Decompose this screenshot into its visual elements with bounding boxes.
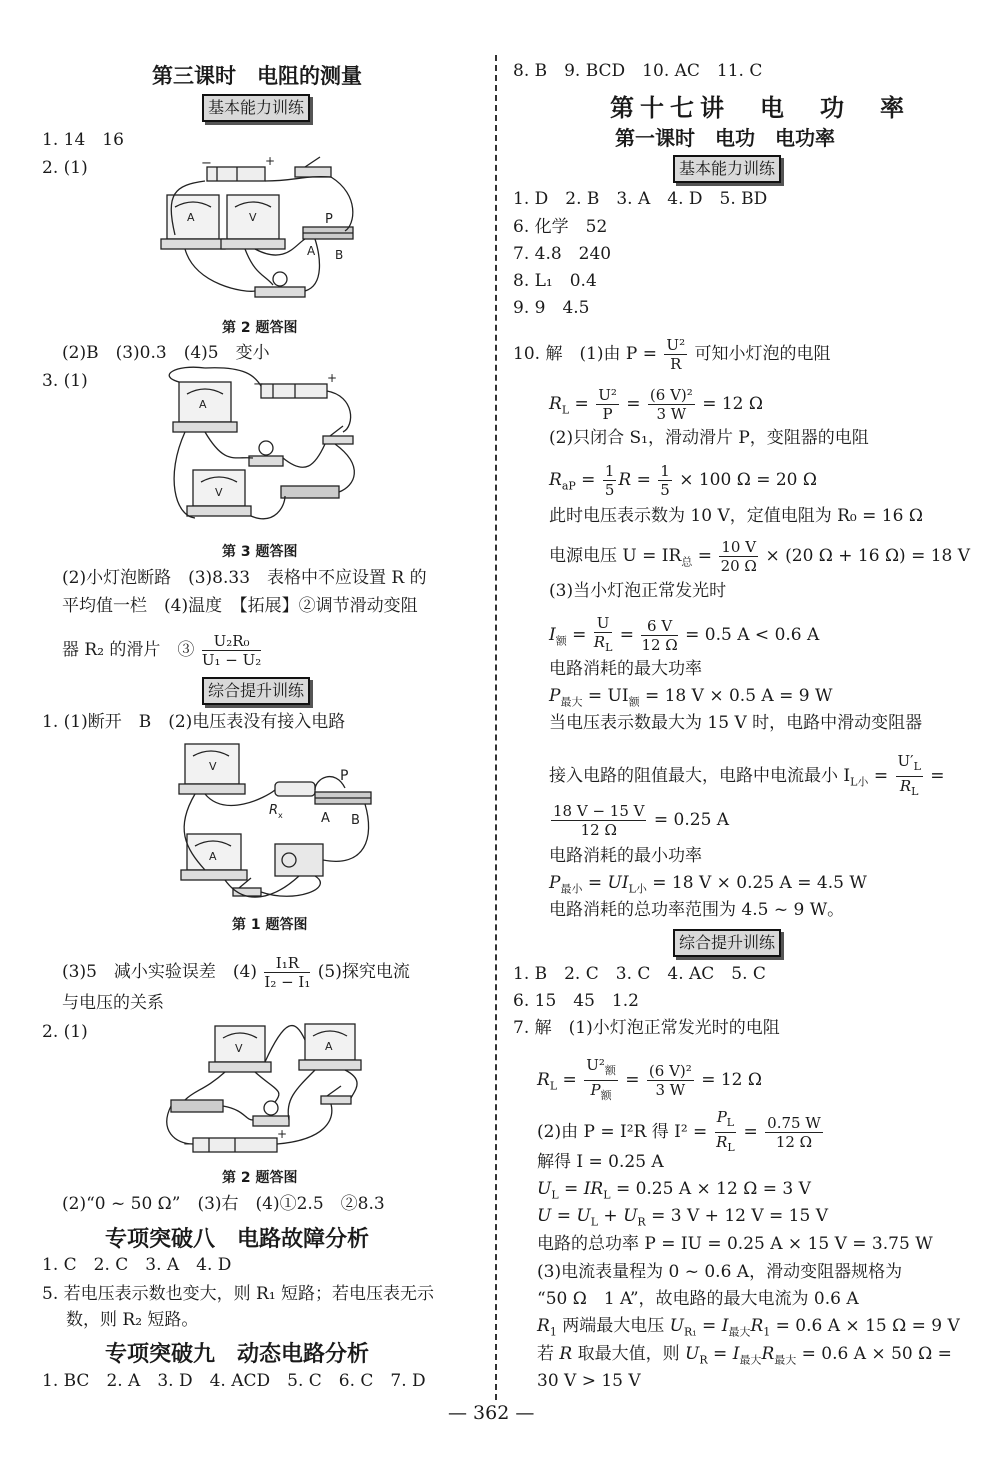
- q10-line16: 电路消耗的总功率范围为 4.5 ~ 9 W。: [549, 900, 845, 920]
- fig2-caption: 第 2 题答图: [222, 320, 298, 336]
- q10-l8-frac2: [641, 617, 677, 654]
- q10-l13-num: 18 V − 15 V: [553, 802, 645, 820]
- column-divider: [495, 55, 497, 1400]
- answer-b2: 2. (1): [42, 158, 88, 178]
- answer-c1-line1: [62, 954, 410, 991]
- b3-line3-text: 器 R₂ 的滑片 ③: [62, 640, 195, 660]
- q10-l8-num2: 6 V: [641, 617, 677, 636]
- answer-a1: 1. D 2. B 3. A 4. D 5. BD: [513, 189, 768, 209]
- q10-l1-text: 10. 解 (1)由 P =: [513, 344, 658, 364]
- q10-line10: $P_{最大} = UI_额 = 18$ V × 0.5 A = 9 W: [549, 686, 833, 709]
- c1-frac-den: I₂ − I₁: [264, 973, 311, 991]
- answer-c1: 1. (1)断开 B (2)电压表没有接入电路: [42, 712, 346, 732]
- q10-l6-frac: [719, 538, 758, 575]
- answer-a7: 7. 4.8 240: [513, 244, 612, 264]
- q10-l8-num1: U: [594, 614, 613, 633]
- svg-text:P: P: [340, 768, 349, 784]
- q10-line13: [549, 802, 729, 839]
- answer-b3-line2: 平均值一栏 (4)温度 【拓展】②调节滑动变阻: [62, 596, 418, 616]
- q10-l1-num: U²: [666, 336, 686, 354]
- q10-l1-den: R: [670, 355, 682, 373]
- fig-c1-caption: 第 1 题答图: [232, 917, 308, 933]
- lecture-title: 第十七讲 电 功 率: [610, 94, 910, 122]
- q10-l13-tail: = 0.25 A: [653, 810, 730, 830]
- q10-l4-den2: 5: [660, 481, 670, 499]
- q7-l3-num1: $P_L$: [715, 1108, 736, 1133]
- banner-basic-training-right: 基本能力训练: [673, 155, 781, 183]
- q7-line4: 解得 I = 0.25 A: [537, 1152, 664, 1172]
- svg-text:−: −: [201, 156, 212, 171]
- svg-text:V: V: [209, 760, 217, 773]
- q10-l12-num-u: U′: [897, 752, 914, 770]
- q10-l6-tail: × (20 Ω + 16 Ω) = 18 V: [765, 546, 971, 566]
- svg-text:x: x: [278, 811, 283, 820]
- b3-fraction: [202, 632, 261, 669]
- svg-text:A: A: [307, 244, 316, 258]
- banner-comprehensive-training-right: 综合提升训练: [673, 929, 781, 957]
- c2-circuit-figure: [165, 1020, 365, 1162]
- q10-l6-text: 电源电压 U = IR: [549, 546, 682, 566]
- q10-l12-num: $U'_L$: [896, 752, 923, 777]
- c1-frac-num: I₁R: [264, 954, 310, 973]
- q10-l1-frac: [664, 336, 687, 373]
- svg-text:+: +: [327, 371, 338, 385]
- q7-l2-frac1: [584, 1056, 618, 1105]
- q10-l4-den1: 5: [604, 481, 615, 499]
- answer-b3-line1: (2)小灯泡断路 (3)8.33 表格中不应设置 R 的: [62, 568, 427, 588]
- q7-l2-frac2: [647, 1062, 694, 1099]
- q10-l2-num1: U²: [598, 386, 617, 404]
- answer-a6: 6. 化学 52: [513, 217, 608, 237]
- lesson-title: 第三课时 电阻的测量: [152, 64, 362, 88]
- answer-c2-rest: (2)“0 ~ 50 Ω” (3)右 (4)①2.5 ②8.3: [62, 1194, 385, 1214]
- q7-l2-den1-p: P: [590, 1081, 601, 1099]
- special8-line3: 数，则 R₂ 短路。: [66, 1310, 199, 1330]
- q7-l6-tail: = 3 V + 12 V = 15 V: [651, 1206, 828, 1226]
- q7-l3-text: (2)由 P = I²R 得 I² =: [537, 1122, 708, 1142]
- svg-text:A: A: [321, 811, 330, 826]
- fig-c2-caption: 第 2 题答图: [222, 1170, 298, 1186]
- q10-l8-tail: = 0.5 A < 0.6 A: [685, 625, 820, 645]
- svg-text:A: A: [325, 1040, 333, 1053]
- q7-line12: 30 V > 15 V: [537, 1371, 641, 1391]
- c1-line1-text: (3)5 减小实验误差 (4): [62, 962, 257, 982]
- q10-line8: $I_额$ = $\frac{U}{R_L}$ = $\frac{6 V}{12 \Omega}$ = 0.5 A < 0.6 A: [549, 614, 819, 657]
- q7-l3-den1: $R_L$: [716, 1133, 735, 1154]
- svg-text:−: −: [183, 1137, 194, 1152]
- answer-b3: 3. (1): [42, 371, 88, 391]
- q10-line3: (2)只闭合 S₁，滑动滑片 P，变阻器的电阻: [549, 428, 869, 448]
- answer-a9: 9. 9 4.5: [513, 298, 590, 318]
- q7-line8: (3)电流表量程为 0 ~ 0.6 A，滑动变阻器规格为: [537, 1262, 903, 1282]
- answer-a8: 8. L₁ 0.4: [513, 271, 597, 291]
- q7-l10-tail: = 0.6 A × 15 Ω = 9 V: [775, 1316, 960, 1336]
- q7-l3-den2: 12 Ω: [775, 1133, 813, 1151]
- q10-l2-r: R: [549, 394, 562, 414]
- q10-l13-frac: [551, 802, 646, 839]
- q7-line7: 电路的总功率 P = IU = 0.25 A × 15 V = 3.75 W: [537, 1234, 933, 1254]
- q10-l8-frac1: [594, 614, 613, 657]
- q7-line5: $U_L = IR_L = 0.25$ A × 12 Ω = 3 V: [537, 1179, 811, 1202]
- q10-line9: 电路消耗的最大功率: [549, 659, 702, 679]
- c1-circuit-figure: [165, 738, 385, 910]
- q10-line11: 当电压表示数最大为 15 V 时，电路中滑动变阻器: [549, 713, 923, 733]
- q10-l6-den: 20 Ω: [720, 557, 757, 575]
- svg-text:A: A: [199, 398, 207, 411]
- q10-l4-frac1: [603, 462, 617, 499]
- q7-l3-frac2: [765, 1114, 823, 1151]
- q10-l2-tail: = 12 Ω: [702, 394, 763, 414]
- q10-l4-num1: 1: [604, 462, 615, 480]
- q7-line9: “50 Ω 1 A”，故电路的最大电流为 0.6 A: [537, 1289, 859, 1309]
- q7-line1: 7. 解 (1)小灯泡正常发光时的电阻: [513, 1018, 780, 1038]
- q10-l15-tail: = 18 V × 0.25 A = 4.5 W: [652, 873, 867, 893]
- q7-l11-tail: = 0.6 A × 50 Ω =: [801, 1344, 952, 1364]
- q10-l8-den1: $R_L$: [593, 633, 613, 654]
- q10-l2-den2: 3 W: [656, 405, 687, 423]
- answer-b3-line3: [62, 632, 263, 669]
- q7-l2-tail: = 12 Ω: [701, 1070, 762, 1090]
- q7-l3-frac1: [715, 1108, 736, 1157]
- q7-l5-tail: = 0.25 A × 12 Ω = 3 V: [615, 1179, 811, 1199]
- svg-text:+: +: [265, 155, 276, 168]
- q10-line15: $P_{最小} = UI_{L小} = 18$ V × 0.25 A = 4.5 W: [549, 873, 867, 896]
- q10-l2-frac2: [648, 386, 695, 423]
- q3-circuit-figure: [165, 366, 365, 538]
- q10-l12-frac: [896, 752, 923, 801]
- answer-c2: 2. (1): [42, 1022, 88, 1042]
- answer-c1-line2: 与电压的关系: [62, 993, 164, 1013]
- q7-line6: $U = U_L + U_R = 3$ V + 12 V = 15 V: [537, 1206, 828, 1229]
- fig3-caption: 第 3 题答图: [222, 544, 298, 560]
- special8-title: 专项突破八 电路故障分析: [105, 1227, 370, 1252]
- answer-b1: 1. 14 16: [42, 130, 124, 150]
- q10-line2: $R_L$ = $\frac{\text{U²}}{P}$ = $\frac{\text{(6 V)²}}{3 W}$ = 12 Ω: [549, 386, 763, 423]
- answer-d1: 1. B 2. C 3. C 4. AC 5. C: [513, 964, 766, 984]
- q10-line6: 电源电压 $U = IR_总$ = $\frac{10 V}{20 \Omega}$ × (20 Ω + 16 Ω) = 18 V: [549, 538, 971, 575]
- q7-line2: $R_L$ = $\frac{U^2_额}{P_额}$ = $\frac{\text{(6 V)²}}{3 W}$ = 12 Ω: [537, 1056, 762, 1105]
- q10-l12-text: 接入电路的阻值最大，电路中电流最小 I: [549, 766, 851, 786]
- q10-line5: 此时电压表示数为 10 V，定值电阻为 R₀ = 16 Ω: [549, 506, 923, 526]
- svg-text:V: V: [235, 1042, 243, 1055]
- q10-l12-den: $R_L$: [899, 777, 919, 798]
- answer-d6: 6. 15 45 1.2: [513, 991, 639, 1011]
- q7-l2-num1: $U^2_额$: [584, 1056, 618, 1081]
- q7-l3-num1-p: P: [716, 1108, 727, 1126]
- q10-l6-num: 10 V: [721, 538, 757, 556]
- c1-fraction: [264, 954, 310, 991]
- svg-text:A: A: [187, 211, 195, 224]
- svg-text:B: B: [335, 248, 344, 262]
- lesson-title-right: 第一课时 电功 电功率: [615, 126, 835, 150]
- q10-line14: 电路消耗的最小功率: [549, 846, 702, 866]
- q10-l4-frac2: [658, 462, 672, 499]
- q10-l12-den-r: R: [899, 777, 912, 795]
- q7-l2-den1: $P_额$: [590, 1081, 612, 1102]
- right-top-answers: 8. B 9. BCD 10. AC 11. C: [513, 61, 763, 81]
- q10-line4: $R_{aP}$ = $\frac{1}{5}$ R = $\frac{1}{5}$ × 100 Ω = 20 Ω: [549, 462, 817, 499]
- q10-line12: 接入电路的阻值最大，电路中电流最小 $I_{L小}$ = $\frac{U'_L}{R_L}$ =: [549, 752, 945, 801]
- q10-l8-den2: 12 Ω: [641, 636, 678, 654]
- b3-frac-num: U₂R₀: [202, 632, 261, 651]
- q10-l13-den: 12 Ω: [580, 821, 617, 839]
- q2-circuit-figure: [155, 155, 365, 315]
- q10-l4-num2: 1: [660, 462, 670, 480]
- q7-line10: $R_1$ 两端最大电压 $U_{R_1} = I_{最大}R_1 = 0.6$ A × 15 Ω = 9 V: [537, 1316, 960, 1339]
- banner-basic-training: 基本能力训练: [202, 94, 310, 122]
- q7-l3-num2: 0.75 W: [767, 1114, 821, 1132]
- svg-text:B: B: [351, 813, 360, 828]
- q10-l8-den1-r: R: [593, 633, 606, 651]
- q7-line11: 若 R 取最大值，则 $U_R = I_{最大}R_{最大} = 0.6$ A × 50 Ω =: [537, 1344, 952, 1367]
- svg-text:A: A: [209, 850, 217, 863]
- page-number: — 362 —: [448, 1402, 535, 1424]
- c1-line1-tail: (5)探究电流: [317, 962, 410, 982]
- q7-line3: (2)由 P = I²R 得 I² = $\frac{P_L}{R_L}$ = $\frac{0.75 W}{12 \Omega}$: [537, 1108, 825, 1157]
- svg-text:V: V: [215, 486, 223, 499]
- q7-l3-den1-r: R: [716, 1133, 728, 1151]
- svg-text:V: V: [249, 211, 257, 224]
- special8-line2: 5. 若电压表示数也变大，则 R₁ 短路；若电压表无示: [42, 1284, 435, 1304]
- q10-l4-tail: × 100 Ω = 20 Ω: [679, 470, 817, 490]
- answer-b2-rest: (2)B (3)0.3 (4)5 变小: [62, 343, 270, 363]
- banner-comprehensive-training: 综合提升训练: [202, 677, 310, 705]
- q10-line7: (3)当小灯泡正常发光时: [549, 581, 727, 601]
- svg-text:−: −: [253, 377, 264, 392]
- q7-l2-num2: (6 V)²: [648, 1062, 692, 1080]
- q10-line1: [513, 336, 830, 373]
- q10-l10-text: = UI: [587, 686, 629, 706]
- q7-l2-den2: 3 W: [655, 1081, 686, 1099]
- special9-line1: 1. BC 2. A 3. D 4. ACD 5. C 6. C 7. D: [42, 1371, 426, 1391]
- q10-l10-tail: = 18 V × 0.5 A = 9 W: [644, 686, 833, 706]
- q10-l2-den1: P: [602, 405, 613, 423]
- svg-text:+: +: [277, 1127, 288, 1141]
- svg-text:P: P: [325, 212, 333, 227]
- special8-line1: 1. C 2. C 3. A 4. D: [42, 1255, 232, 1275]
- svg-text:R: R: [269, 803, 279, 818]
- q10-l1-tail: 可知小灯泡的电阻: [694, 344, 831, 364]
- special9-title: 专项突破九 动态电路分析: [105, 1342, 370, 1367]
- q10-l2-num2: (6 V)²: [649, 386, 693, 404]
- q10-l2-frac1: [596, 386, 619, 423]
- b3-frac-den: U₁ − U₂: [201, 651, 262, 669]
- q7-l2-num1-u: U²: [586, 1056, 605, 1074]
